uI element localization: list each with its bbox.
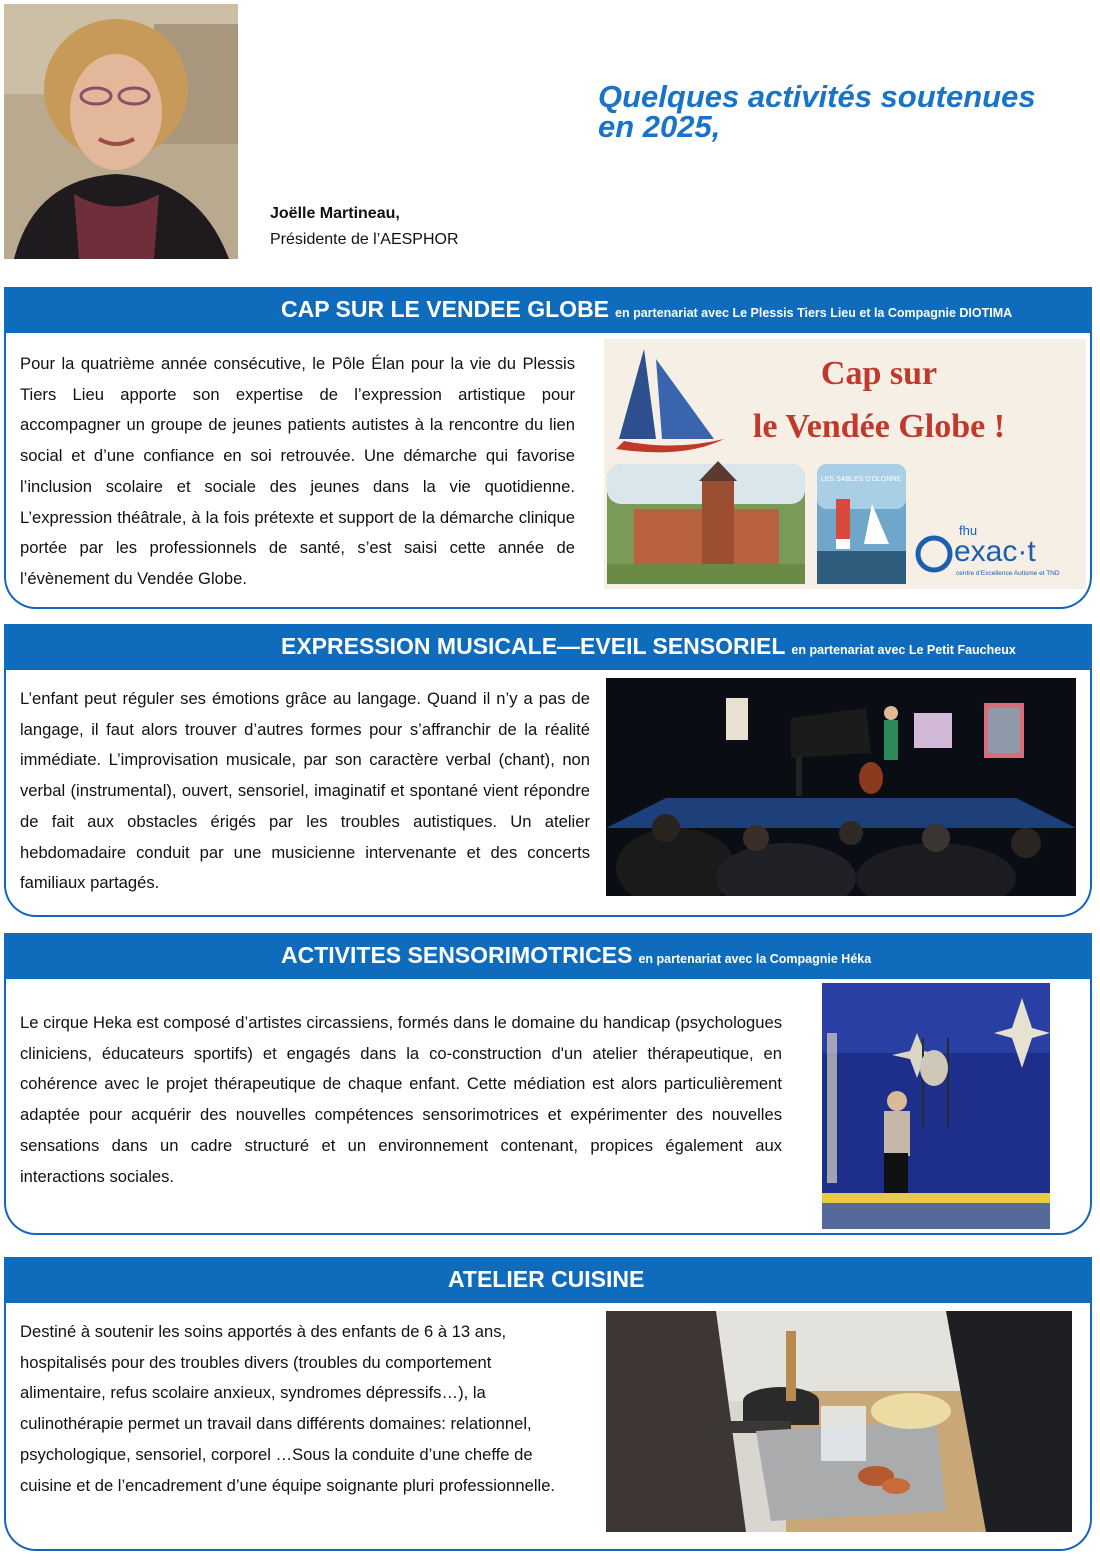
section-partner: en partenariat avec Le Plessis Tiers Lieu et la Compagnie DIOTIMA [615,306,1013,320]
section-body: Pour la quatrième année consécutive, le Pôle Élan pour la vie du Plessis Tiers Lieu apporte son expertise de l’expression artistique pour accompagner un groupe de jeunes patients autistes à la rencontre du lien social et d’une confiance en soi retrouvée. Une démarche qui favorise l’inclusion scolaire et sociale des jeunes dans la vie quotidienne. L’expression théâtrale, à la fois prétexte et support de la démarche clinique portée par les professionnels de santé, s’est saisi cette année de l’évènement du Vendée Globe. [20,354,575,588]
section-title-bar [4,933,1092,979]
logo-subtitle: centre d’Excellence Autisme et TND [956,570,1060,577]
section-atelier-cuisine [4,1257,1092,1553]
headline-line-2: en 2025, [598,109,721,144]
section-body: Le cirque Heka est composé d’artistes circassiens, formés dans le domaine du handicap (psychologues cliniciens, éducateurs sportifs) et engagés dans la co-construction d'un atelier thérapeutique, en cohérence avec le projet thérapeutique de chaque enfant. Cette médiation est alors particulièrement adaptée pour acquérir des nouvelles compétences sensorimotrices et expérimenter des nouvelles sensations dans un cadre structuré et un environnement contenant, propices également aux interactions sociales. [20,1013,782,1186]
author-name: Joëlle Martineau, [270,205,400,222]
section-body: L’enfant peut réguler ses émotions grâce au langage. Quand il n’y a pas de langage, il faut alors trouver d’autres formes pour s’affranchir de la réalité immédiate. L’improvisation musicale, par son caractère verbal (chant), non verbal (instrumental), ouvert, sensoriel, imaginatif et spontané vient répondre de fait aux obstacles érigés par les troubles autistiques. Un atelier hebdomadaire conduit par une musicienne intervenante et des concerts familiaux partagés. [20,689,590,893]
kitchen-photo [606,1311,1072,1532]
concert-photo [606,678,1076,896]
banner-line-2: le Vendée Globe ! [752,408,1006,445]
author-role: Présidente de l’AESPHOR [270,231,459,248]
president-portrait [4,4,238,259]
vendee-globe-image [604,339,1086,589]
section-title: EXPRESSION MUSICALE—EVEIL SENSORIEL [281,633,786,659]
section-activites-sensorimotrices [4,933,1092,1235]
banner-line-1: Cap sur [820,355,938,392]
section-expression-musicale [4,624,1092,917]
section-title-bar [4,624,1092,670]
logo-fhu: fhu [959,523,978,538]
section-partner: en partenariat avec la Compagnie Héka [638,952,872,966]
logo-exact: exac·t [954,535,1036,568]
section-title-bar [4,287,1092,333]
section-vendee-globe [4,287,1092,609]
section-partner: en partenariat avec Le Petit Faucheux [791,643,1016,657]
page-headline [598,79,1078,144]
poster-text: LES SABLES D'OLONNE [820,476,902,483]
section-title: CAP SUR LE VENDEE GLOBE [281,296,610,322]
circus-photo [822,983,1050,1229]
headline-line-1: Quelques activités soutenues [598,79,1036,114]
section-title: ACTIVITES SENSORIMOTRICES [281,942,633,968]
section-body: Destiné à soutenir les soins apportés à des enfants de 6 à 13 ans, hospitalisés pour des troubles divers (troubles du comportement alimentaire, refus scolaire anxieux, syndromes dépressifs…), la culinothérapie permet un travail dans différents domaines: relationnel, psychologique, sensoriel, corporel …Sous la conduite d’une cheffe de cuisine et de l’encadrement d’une équipe soignante pluri professionnelle. [20,1322,556,1495]
section-title-bar [4,1257,1092,1303]
section-title: ATELIER CUISINE [448,1266,645,1292]
